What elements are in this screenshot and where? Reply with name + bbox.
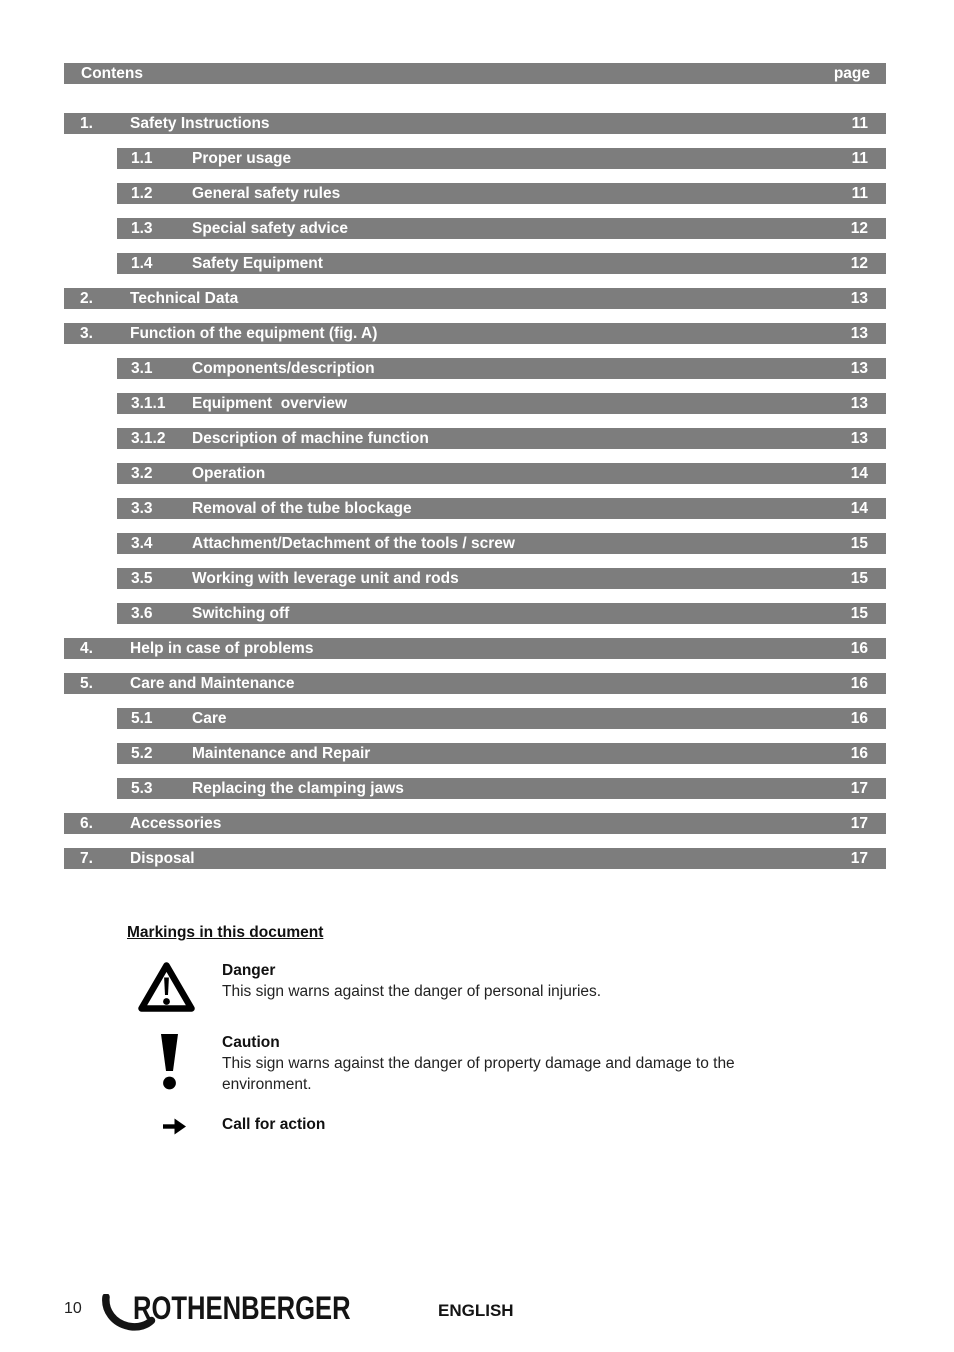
toc-row xyxy=(117,253,886,274)
page-footer xyxy=(64,1288,886,1336)
toc-entry-label: Disposal xyxy=(130,849,195,867)
toc-header-page-label: page xyxy=(833,64,870,82)
toc-entry-page: 16 xyxy=(850,639,868,657)
toc-entry-label: Proper usage xyxy=(192,149,292,167)
table-of-contents xyxy=(64,63,886,883)
toc-entry-number: 3.4 xyxy=(131,534,153,552)
toc-entry-page: 16 xyxy=(850,744,868,762)
toc-entry-number: 3.2 xyxy=(131,464,153,482)
toc-entry-number: 5.3 xyxy=(131,779,153,797)
toc-entry-label: Removal of the tube blockage xyxy=(192,499,412,517)
toc-header-title: Contens xyxy=(81,64,143,82)
toc-entry-label: Working with leverage unit and rods xyxy=(192,569,459,587)
toc-row xyxy=(117,358,886,379)
marking-call-icon-cell xyxy=(127,1115,222,1135)
toc-row xyxy=(117,708,886,729)
warning-triangle-icon xyxy=(138,962,195,1012)
toc-entry-number: 1.3 xyxy=(131,219,153,237)
toc-entry-page: 11 xyxy=(851,149,868,167)
footer-language-label: ENGLISH xyxy=(438,1301,514,1320)
toc-entry-page: 12 xyxy=(850,254,868,272)
toc-row xyxy=(64,673,886,694)
toc-entry-page: 16 xyxy=(850,709,868,727)
toc-entry-label: Care xyxy=(192,709,227,727)
toc-entry-label: Maintenance and Repair xyxy=(192,744,371,762)
toc-entry-number: 5. xyxy=(80,674,93,692)
toc-entry-label: Components/description xyxy=(192,359,375,377)
toc-entry-label: Technical Data xyxy=(130,289,239,307)
toc-entry-number: 3.1 xyxy=(131,359,153,377)
marking-caution-body xyxy=(222,1032,822,1095)
toc-entry-number: 5.2 xyxy=(131,744,153,762)
toc-row xyxy=(117,533,886,554)
toc-row xyxy=(117,428,886,449)
marking-call-title: Call for action xyxy=(222,1116,326,1133)
toc-entry-page: 11 xyxy=(851,184,868,202)
toc-row xyxy=(117,183,886,204)
markings-section xyxy=(127,924,827,1155)
toc-entry-label: Switching off xyxy=(192,604,290,622)
toc-entry-number: 3. xyxy=(80,324,93,342)
toc-row xyxy=(117,463,886,484)
toc-row xyxy=(64,288,886,309)
toc-entry-label: Care and Maintenance xyxy=(130,674,295,692)
toc-row xyxy=(64,113,886,134)
rothenberger-logo xyxy=(102,1288,402,1336)
toc-entry-page: 17 xyxy=(850,779,868,797)
toc-entry-page: 15 xyxy=(850,534,868,552)
toc-entry-label: Replacing the clamping jaws xyxy=(192,779,404,797)
exclamation-icon xyxy=(158,1034,181,1090)
toc-entry-page: 13 xyxy=(850,289,868,307)
toc-entry-number: 3.6 xyxy=(131,604,153,622)
toc-entry-page: 13 xyxy=(850,394,868,412)
toc-entry-number: 3.5 xyxy=(131,569,153,587)
toc-entry-page: 16 xyxy=(850,674,868,692)
marking-danger-title: Danger xyxy=(222,962,276,979)
marking-caution-icon-cell xyxy=(127,1032,222,1090)
toc-entry-page: 17 xyxy=(850,814,868,832)
toc-entry-label: General safety rules xyxy=(192,184,341,202)
toc-row xyxy=(117,603,886,624)
toc-row xyxy=(64,813,886,834)
toc-row xyxy=(117,148,886,169)
toc-row xyxy=(64,638,886,659)
marking-danger-text: This sign warns against the danger of personal injuries. xyxy=(222,983,602,1000)
toc-entry-number: 2. xyxy=(80,289,93,307)
toc-entry-page: 17 xyxy=(850,849,868,867)
toc-row xyxy=(64,323,886,344)
toc-entry-page: 13 xyxy=(850,429,868,447)
toc-entry-number: 4. xyxy=(80,639,93,657)
toc-entry-page: 14 xyxy=(850,499,868,517)
toc-entry-label: Safety Equipment xyxy=(192,254,323,272)
arrow-right-icon xyxy=(163,1118,187,1135)
marking-danger-body xyxy=(222,960,822,1002)
toc-entry-number: 1.4 xyxy=(131,254,153,272)
logo-wordmark: ROTHENBERGER xyxy=(133,1290,351,1326)
toc-row xyxy=(64,848,886,869)
toc-header-bar xyxy=(64,63,886,84)
marking-call-for-action xyxy=(127,1115,827,1135)
marking-danger xyxy=(127,960,827,1012)
toc-entry-label: Operation xyxy=(192,464,266,482)
toc-entry-page: 11 xyxy=(851,114,868,132)
toc-entry-label: Safety Instructions xyxy=(130,114,270,132)
toc-row xyxy=(117,393,886,414)
toc-entry-number: 3.1.1 xyxy=(131,394,166,412)
footer-page-number: 10 xyxy=(64,1300,82,1317)
marking-caution-text: This sign warns against the danger of property damage and damage to the environment. xyxy=(222,1055,735,1093)
marking-caution xyxy=(127,1032,827,1095)
toc-entry-label: Special safety advice xyxy=(192,219,348,237)
toc-entry-label: Accessories xyxy=(130,814,222,832)
toc-row xyxy=(117,743,886,764)
toc-entry-page: 15 xyxy=(850,604,868,622)
toc-entry-page: 13 xyxy=(850,324,868,342)
toc-entry-number: 3.1.2 xyxy=(131,429,166,447)
toc-entry-label: Description of machine function xyxy=(192,429,429,447)
marking-danger-icon-cell xyxy=(127,960,222,1012)
marking-call-body xyxy=(222,1115,822,1134)
toc-entry-number: 1. xyxy=(80,114,93,132)
toc-entry-number: 1.1 xyxy=(131,149,153,167)
toc-entry-label: Attachment/Detachment of the tools / screw xyxy=(192,534,515,552)
toc-entry-number: 5.1 xyxy=(131,709,153,727)
toc-entry-label: Help in case of problems xyxy=(130,639,314,657)
toc-entry-page: 15 xyxy=(850,569,868,587)
toc-entry-number: 7. xyxy=(80,849,93,867)
toc-row xyxy=(117,778,886,799)
toc-row xyxy=(117,568,886,589)
marking-caution-title: Caution xyxy=(222,1034,280,1051)
toc-entry-label: Function of the equipment (fig. A) xyxy=(130,324,378,342)
toc-row xyxy=(117,498,886,519)
toc-entry-number: 6. xyxy=(80,814,93,832)
toc-entry-number: 3.3 xyxy=(131,499,153,517)
toc-entry-label: Equipment overview xyxy=(192,394,348,412)
markings-heading: Markings in this document xyxy=(127,924,324,941)
toc-entry-page: 14 xyxy=(850,464,868,482)
toc-row xyxy=(117,218,886,239)
toc-entry-number: 1.2 xyxy=(131,184,153,202)
toc-entry-page: 12 xyxy=(850,219,868,237)
toc-rows xyxy=(64,113,886,869)
toc-entry-page: 13 xyxy=(850,359,868,377)
